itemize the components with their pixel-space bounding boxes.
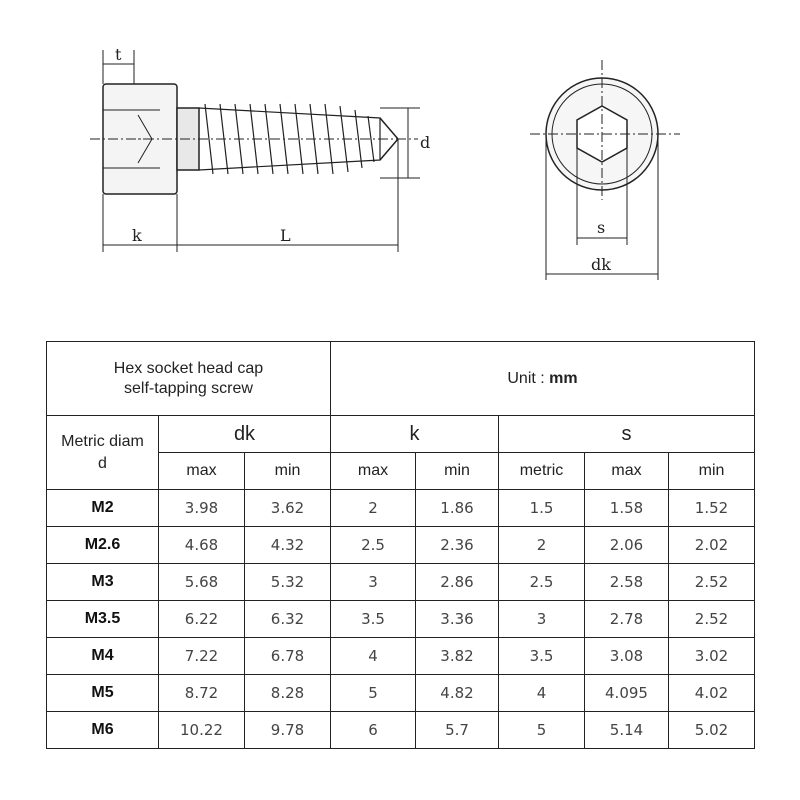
size-cell: M6 <box>47 712 159 749</box>
value-cell: 3.5 <box>331 601 416 638</box>
value-cell: 3.98 <box>159 490 245 527</box>
value-cell: 6 <box>331 712 416 749</box>
value-cell: 4.02 <box>669 675 755 712</box>
screw-technical-drawing <box>0 0 800 340</box>
value-cell: 2.5 <box>499 564 585 601</box>
size-cell: M3.5 <box>47 601 159 638</box>
subheader-0: max <box>159 453 245 490</box>
value-cell: 4.095 <box>585 675 669 712</box>
value-cell: 8.72 <box>159 675 245 712</box>
table-row <box>47 527 755 564</box>
value-cell: 1.86 <box>416 490 499 527</box>
dimension-table <box>46 341 755 749</box>
table-row <box>47 675 755 712</box>
value-cell: 6.78 <box>245 638 331 675</box>
value-cell: 2 <box>499 527 585 564</box>
size-cell: M2.6 <box>47 527 159 564</box>
size-cell: M2 <box>47 490 159 527</box>
value-cell: 5.14 <box>585 712 669 749</box>
value-cell: 1.5 <box>499 490 585 527</box>
value-cell: 5 <box>331 675 416 712</box>
label-dk: dk <box>591 255 611 274</box>
value-cell: 2.5 <box>331 527 416 564</box>
table-row <box>47 601 755 638</box>
value-cell: 3.36 <box>416 601 499 638</box>
value-cell: 6.32 <box>245 601 331 638</box>
subheader-5: max <box>585 453 669 490</box>
label-k: k <box>132 226 142 245</box>
metric-diam-header-line2: d <box>98 454 107 472</box>
value-cell: 4.32 <box>245 527 331 564</box>
table-row <box>47 490 755 527</box>
unit-label: Unit : <box>507 369 545 387</box>
size-cell: M3 <box>47 564 159 601</box>
label-t: t <box>115 45 122 64</box>
group-header-s: s <box>499 416 755 453</box>
value-cell: 4.82 <box>416 675 499 712</box>
size-cell: M4 <box>47 638 159 675</box>
value-cell: 5.7 <box>416 712 499 749</box>
unit-value: mm <box>549 369 578 387</box>
value-cell: 2.52 <box>669 601 755 638</box>
value-cell: 4 <box>499 675 585 712</box>
product-title-line2: self-tapping screw <box>124 379 253 397</box>
value-cell: 5.02 <box>669 712 755 749</box>
value-cell: 3 <box>499 601 585 638</box>
table-row <box>47 564 755 601</box>
value-cell: 3.62 <box>245 490 331 527</box>
label-s: s <box>597 218 606 237</box>
value-cell: 3 <box>331 564 416 601</box>
value-cell: 2.78 <box>585 601 669 638</box>
size-cell: M5 <box>47 675 159 712</box>
value-cell: 10.22 <box>159 712 245 749</box>
label-L: L <box>280 226 291 245</box>
value-cell: 2.02 <box>669 527 755 564</box>
value-cell: 3.5 <box>499 638 585 675</box>
subheader-2: max <box>331 453 416 490</box>
product-title-line1: Hex socket head cap <box>113 359 264 377</box>
value-cell: 4 <box>331 638 416 675</box>
value-cell: 7.22 <box>159 638 245 675</box>
subheader-4: metric <box>499 453 585 490</box>
subheader-6: min <box>669 453 755 490</box>
subheader-3: min <box>416 453 499 490</box>
table-row <box>47 638 755 675</box>
label-d: d <box>420 133 431 152</box>
table-row <box>47 712 755 749</box>
value-cell: 5.68 <box>159 564 245 601</box>
metric-diam-header <box>47 416 159 490</box>
value-cell: 6.22 <box>159 601 245 638</box>
metric-diam-header-line1: Metric diam <box>61 432 144 450</box>
product-title-cell <box>47 342 331 416</box>
value-cell: 2.52 <box>669 564 755 601</box>
value-cell: 2 <box>331 490 416 527</box>
value-cell: 2.36 <box>416 527 499 564</box>
value-cell: 1.58 <box>585 490 669 527</box>
side-view <box>90 50 420 252</box>
value-cell: 5.32 <box>245 564 331 601</box>
value-cell: 3.82 <box>416 638 499 675</box>
value-cell: 3.02 <box>669 638 755 675</box>
group-header-k: k <box>331 416 499 453</box>
value-cell: 3.08 <box>585 638 669 675</box>
subheader-1: min <box>245 453 331 490</box>
value-cell: 2.58 <box>585 564 669 601</box>
group-header-dk: dk <box>159 416 331 453</box>
unit-cell <box>331 342 755 416</box>
value-cell: 8.28 <box>245 675 331 712</box>
value-cell: 9.78 <box>245 712 331 749</box>
value-cell: 5 <box>499 712 585 749</box>
value-cell: 1.52 <box>669 490 755 527</box>
value-cell: 4.68 <box>159 527 245 564</box>
top-view <box>530 60 680 280</box>
value-cell: 2.86 <box>416 564 499 601</box>
value-cell: 2.06 <box>585 527 669 564</box>
